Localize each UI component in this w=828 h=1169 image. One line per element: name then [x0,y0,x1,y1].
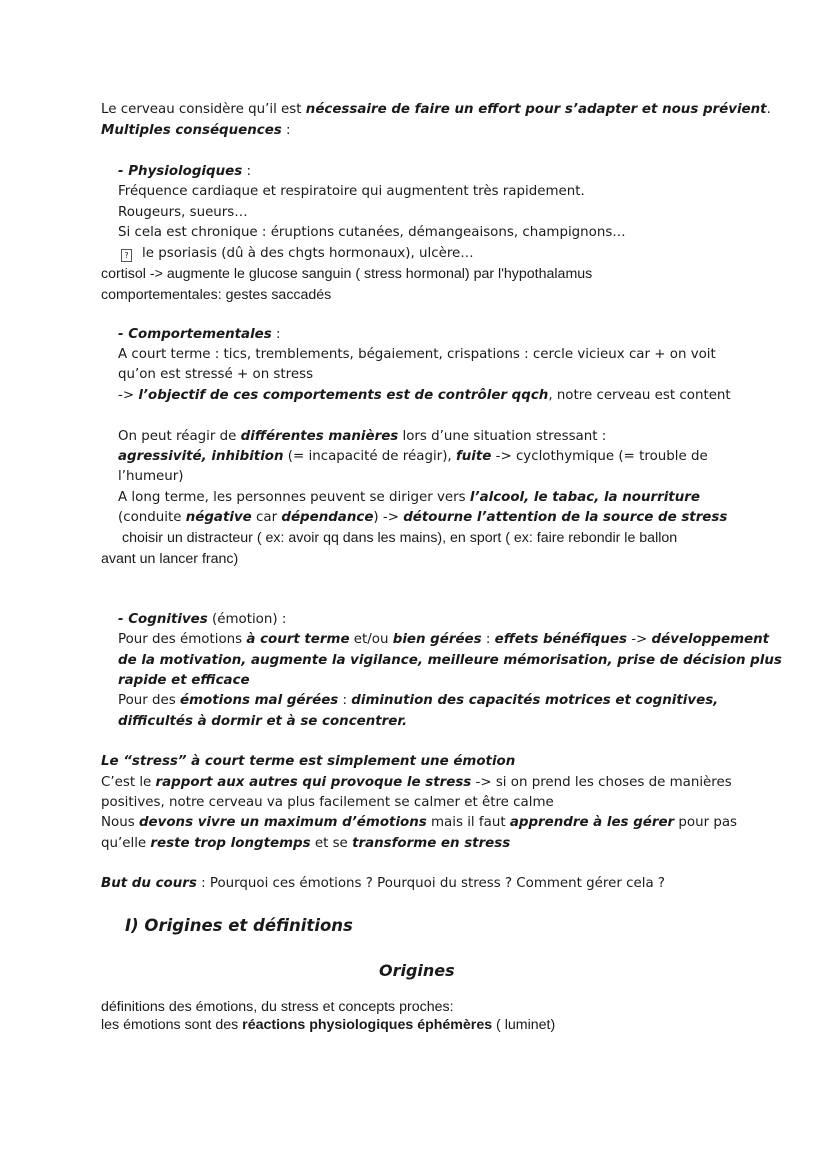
course-goal: But du cours : Pourquoi ces émotions ? Pourquoi du stress ? Comment gérer cela ? [101,876,666,891]
compo-title: - Comportementales : [118,327,281,342]
physio-line-2: Rougeurs, sueurs… [118,205,248,220]
subsection-title: Origines [379,961,455,980]
compo-line-5: agressivité, inhibition (= incapacité de réagir), fuite -> cyclothymique (= trouble de [118,449,708,464]
compo-line-6: l’humeur) [118,469,184,484]
intro-line-1: Le cerveau considère qu’il est nécessaire de faire un effort pour s’adapter et nous prévient. [101,102,771,117]
unknown-glyph-icon: ? [121,249,132,262]
compo-line-2: qu’on est stressé + on stress [118,367,314,382]
cogn-line-1: Pour des émotions à court terme et/ou bien gérées : effets bénéfiques -> développement [118,632,770,647]
compo-line-1: A court terme : tics, tremblements, bégaiement, crispations : cercle vicieux car + on voit [118,347,716,362]
stress-line-2: C’est le rapport aux autres qui provoque le stress -> si on prend les choses de manières [101,775,732,790]
cogn-title: - Cognitives (émotion) : [118,612,287,627]
stress-line-4: Nous devons vivre un maximum d’émotions mais il faut apprendre à les gérer pour pas [101,815,738,830]
stress-line-1: Le “stress” à court terme est simplement une émotion [101,754,516,769]
intro-line-2: Multiples conséquences : [101,123,291,138]
physio-line-1: Fréquence cardiaque et respiratoire qui augmentent très rapidement. [118,184,585,199]
defs-line-2: les émotions sont des réactions physiologiques éphémères ( luminet) [101,1017,556,1033]
section-title: I) Origines et définitions [125,916,353,935]
physio-line-5: cortisol -> augmente le glucose sanguin ( stress hormonal) par l'hypothalamus [101,266,593,282]
physio-line-6: comportementales: gestes saccadés [101,287,332,303]
cogn-line-2: de la motivation, augmente la vigilance, meilleure mémorisation, prise de décision plus [118,653,782,668]
cogn-line-4: Pour des émotions mal gérées : diminution des capacités motrices et cognitives, [118,693,719,708]
stress-line-3: positives, notre cerveau va plus facilement se calmer et être calme [101,795,554,810]
compo-line-3: -> l’objectif de ces comportements est de contrôler qqch, notre cerveau est content [118,388,731,403]
physio-line-4: ? le psoriasis (dû à des chgts hormonaux), ulcère… [121,244,474,264]
compo-line-8: (conduite négative car dépendance) -> détourne l’attention de la source de stress [118,510,728,525]
stress-line-5: qu’elle reste trop longtemps et se transforme en stress [101,836,511,851]
compo-line-7: A long terme, les personnes peuvent se diriger vers l’alcool, le tabac, la nourriture [118,490,700,505]
compo-line-9: choisir un distracteur ( ex: avoir qq dans les mains), en sport ( ex: faire rebondir le ballon [122,530,678,546]
physio-title: - Physiologiques : [118,164,251,179]
cogn-line-3: rapide et efficace [118,673,250,688]
compo-line-10: avant un lancer franc) [101,551,239,567]
compo-line-4: On peut réagir de différentes manières lors d’une situation stressant : [118,429,607,444]
defs-line-1: définitions des émotions, du stress et concepts proches: [101,999,454,1015]
cogn-line-5: difficultés à dormir et à se concentrer. [118,714,408,729]
physio-line-3: Si cela est chronique : éruptions cutanées, démangeaisons, champignons… [118,225,626,240]
